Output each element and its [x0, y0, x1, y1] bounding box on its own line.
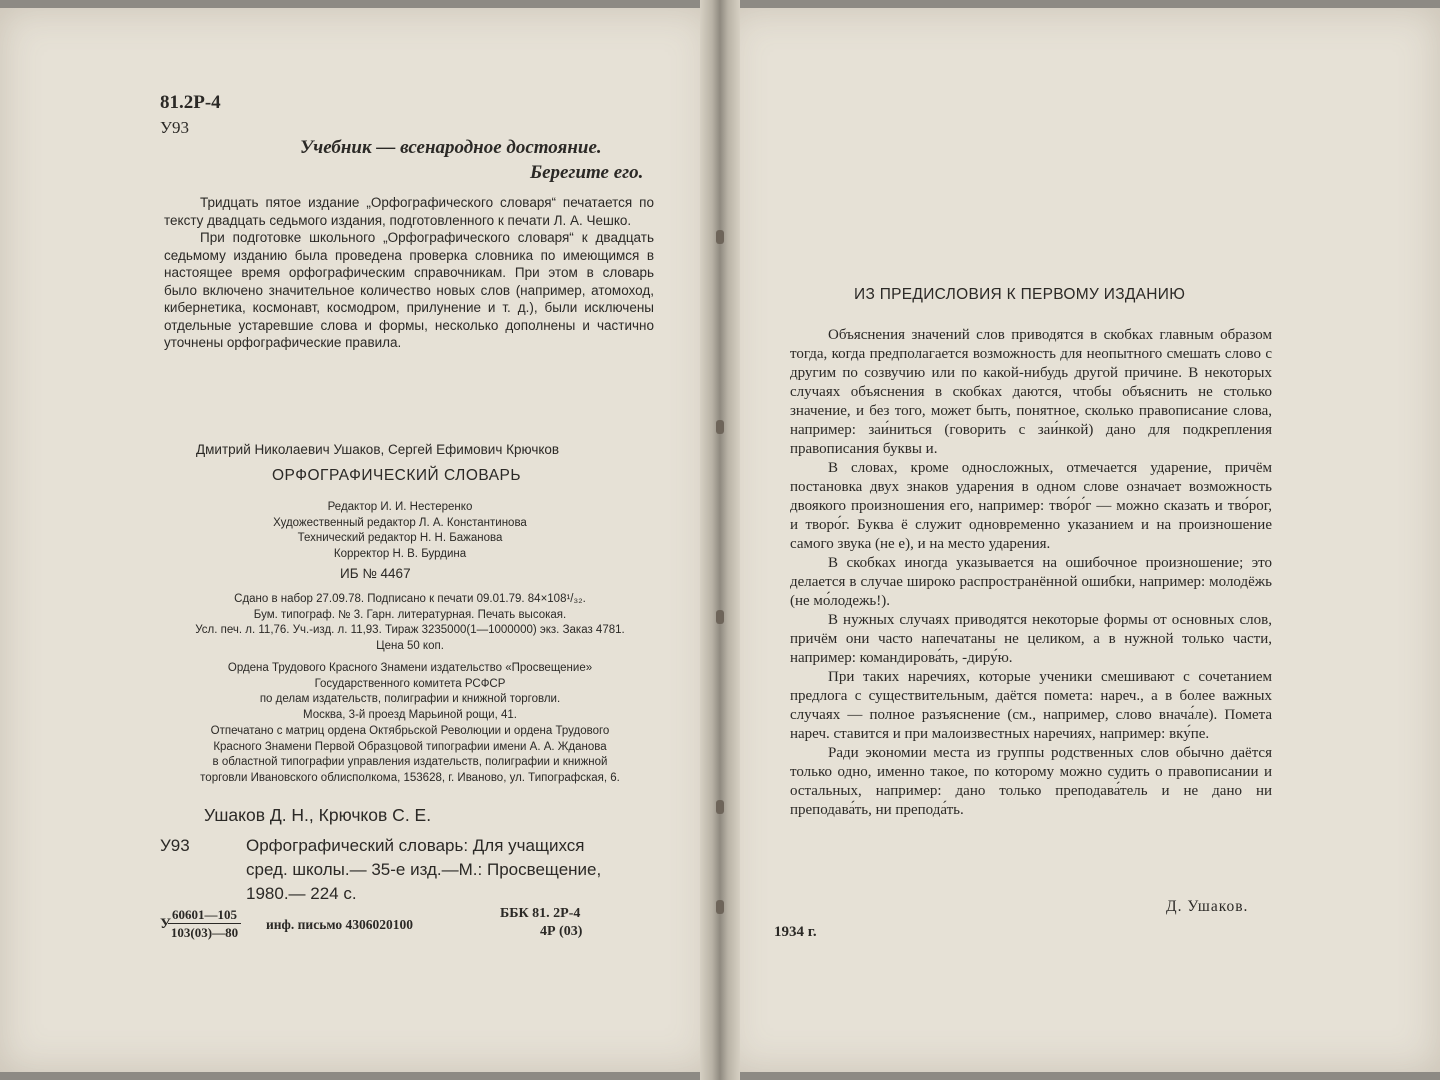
preface-heading: ИЗ ПРЕДИСЛОВИЯ К ПЕРВОМУ ИЗДАНИЮ [854, 286, 1186, 303]
intro-paragraph-2: При подготовке школьного „Орфографического словаря“ к двадцать седьмому изданию была проведена проверка словника по имеющимся в настоящее время орфографическим справочникам. При этом в словарь было включено значительное количество новых слов (например, атомоход, кибернетика, космонавт, космодром, прилунение и т. д.), были исключены отдельные устаревшие слова и формы, несколько дополнены и частично уточнены орфографические правила. [164, 230, 654, 350]
bbk-code: ББК 81. 2Р-4 [500, 906, 581, 921]
catalog-index: У93 [160, 836, 190, 855]
bottom-code-info: инф. письмо 4306020100 [266, 917, 413, 932]
index-code: У93 [160, 118, 190, 137]
classification-code: 81.2Р-4 [160, 92, 221, 113]
motto-line-1: Учебник — всенародное достояние. [300, 137, 602, 158]
preface-year: 1934 г. [774, 924, 817, 940]
catalog-author-heading: Ушаков Д. Н., Крючков С. Е. [204, 805, 432, 825]
print-detail-line: Бум. типограф. № 3. Гарн. литературная. Печать высокая. [253, 608, 567, 621]
print-details-block [160, 592, 660, 654]
credit-editor: Редактор И. И. Нестеренко [327, 501, 473, 513]
motto-line-2: Берегите его. [530, 162, 644, 183]
publisher-line: Москва, 3-й проезд Марьиной рощи, 41. [303, 708, 517, 721]
binding-stitch [716, 610, 724, 624]
left-page [0, 8, 712, 1072]
publisher-block [160, 661, 660, 723]
printer-line: Красного Знамени Первой Образцовой типографии имени А. А. Жданова [213, 740, 607, 753]
right-page [726, 8, 1440, 1072]
print-detail-line: Сдано в набор 27.09.78. Подписано к печати 09.01.79. 84×108¹/₃₂. [234, 593, 586, 605]
catalog-description [246, 834, 601, 906]
publisher-line: по делам издательств, полиграфии и книжной торговли. [259, 693, 561, 705]
binding-stitch [716, 420, 724, 434]
intro-block [164, 194, 654, 352]
preface-paragraph: Объяснения значений слов приводятся в скобках главным образом тогда, когда предполагается возможность для неопытного смешать слово с другим по созвучию или по какой-нибудь другой причине. В некоторых случаях объяснения в скобках даются, чтобы объяснить не столько значение, и без того, может быть, понятное, сколько правописание слова, например: заи́ниться (говорить с заи́нкой) дано для подкрепления правописания буквы и. [790, 327, 1272, 457]
publisher-line: Ордена Трудового Красного Знамени издательство «Просвещение» [227, 662, 593, 674]
printer-line: в областной типографии управления издательств, полиграфии и книжной [212, 756, 608, 768]
credit-tech-editor: Технический редактор Н. Н. Бажанова [297, 532, 503, 544]
binding-stitch [716, 230, 724, 244]
binding-stitch [716, 900, 724, 914]
bottom-code-denominator: 103(03)—80 [170, 925, 239, 940]
credits-block [180, 500, 620, 562]
preface-paragraph: В словах, кроме односложных, отмечается ударение, причём постановка двух знаков ударения в одном слове означает возможность двоякого произношения его, например: тво́ро́г — можно сказать и тво́рог, и творо́г. Буква ё служит одновременно указанием и на произношение самого звука (не е), и на место ударения. [790, 460, 1272, 552]
authors: Дмитрий Николаевич Ушаков, Сергей Ефимович Крючков [196, 442, 560, 457]
credit-art-editor: Художественный редактор Л. А. Константинова [273, 516, 527, 529]
preface-paragraph: Ради экономии места из группы родственных слов обычно даётся только одно, именно такое, по которому можно судить о правописании и остальных, например: дано только преподава́тель и не дано ни преподава́ть, ни препода́ть. [790, 745, 1272, 818]
catalog-description-line: 1980.— 224 с. [246, 884, 357, 903]
printer-block [160, 724, 660, 786]
preface-body [790, 326, 1272, 820]
printer-line: торговли Ивановского облисполкома, 153628, г. Иваново, ул. Типографская, 6. [200, 771, 620, 784]
binding-stitch [716, 800, 724, 814]
print-detail-line: Цена 50 коп. [376, 639, 444, 652]
preface-signature: Д. Ушаков. [1166, 898, 1249, 915]
intro-paragraph-1: Тридцать пятое издание „Орфографического словаря“ печатается по тексту двадцать седьмого издания, подготовленного к печати Л. А. Чешко. [164, 195, 654, 228]
bottom-code-numerator: 60601—105 [168, 906, 241, 924]
credit-corrector: Корректор Н. В. Бурдина [333, 547, 467, 560]
preface-paragraph: При таких наречиях, которые ученики смешивают с сочетанием предлога с существительным, даётся помета: нареч., а в более важных случаях — полное разъяснение (см., например, слово внача́ле). Помета нареч. ставится и при малоизвестных наречиях, например: вку́пе. [790, 669, 1272, 742]
preface-paragraph: В нужных случаях приводятся некоторые формы от основных слов, причём они часто напечатаны не целиком, а в нужной только части, например: командирова́ть, -диру́ю. [790, 612, 1272, 666]
catalog-description-line: сред. школы.— 35-е изд.—М.: Просвещение, [246, 860, 602, 879]
printer-line: Отпечатано с матриц ордена Октябрьской Революции и ордена Трудового [210, 725, 610, 737]
publisher-line: Государственного комитета РСФСР [314, 677, 506, 690]
catalog-description-line: Орфографический словарь: Для учащихся [246, 836, 585, 855]
bottom-code-fraction [168, 906, 241, 941]
book-title: ОРФОГРАФИЧЕСКИЙ СЛОВАРЬ [272, 467, 522, 484]
bbk-code-secondary: 4Р (03) [540, 924, 583, 939]
bottom-code-prefix: У [160, 916, 172, 932]
preface-paragraph: В скобках иногда указывается на ошибочное произношение; это делается в случае широко распространённой ошибки, например: молодёжь (не мо́лодежь!). [790, 555, 1272, 609]
book-spine-gutter [700, 0, 740, 1080]
ib-number: ИБ № 4467 [340, 566, 411, 581]
print-detail-line: Усл. печ. л. 11,76. Уч.-изд. л. 11,93. Тираж 3235000(1—1000000) экз. Заказ 4781. [195, 624, 625, 636]
